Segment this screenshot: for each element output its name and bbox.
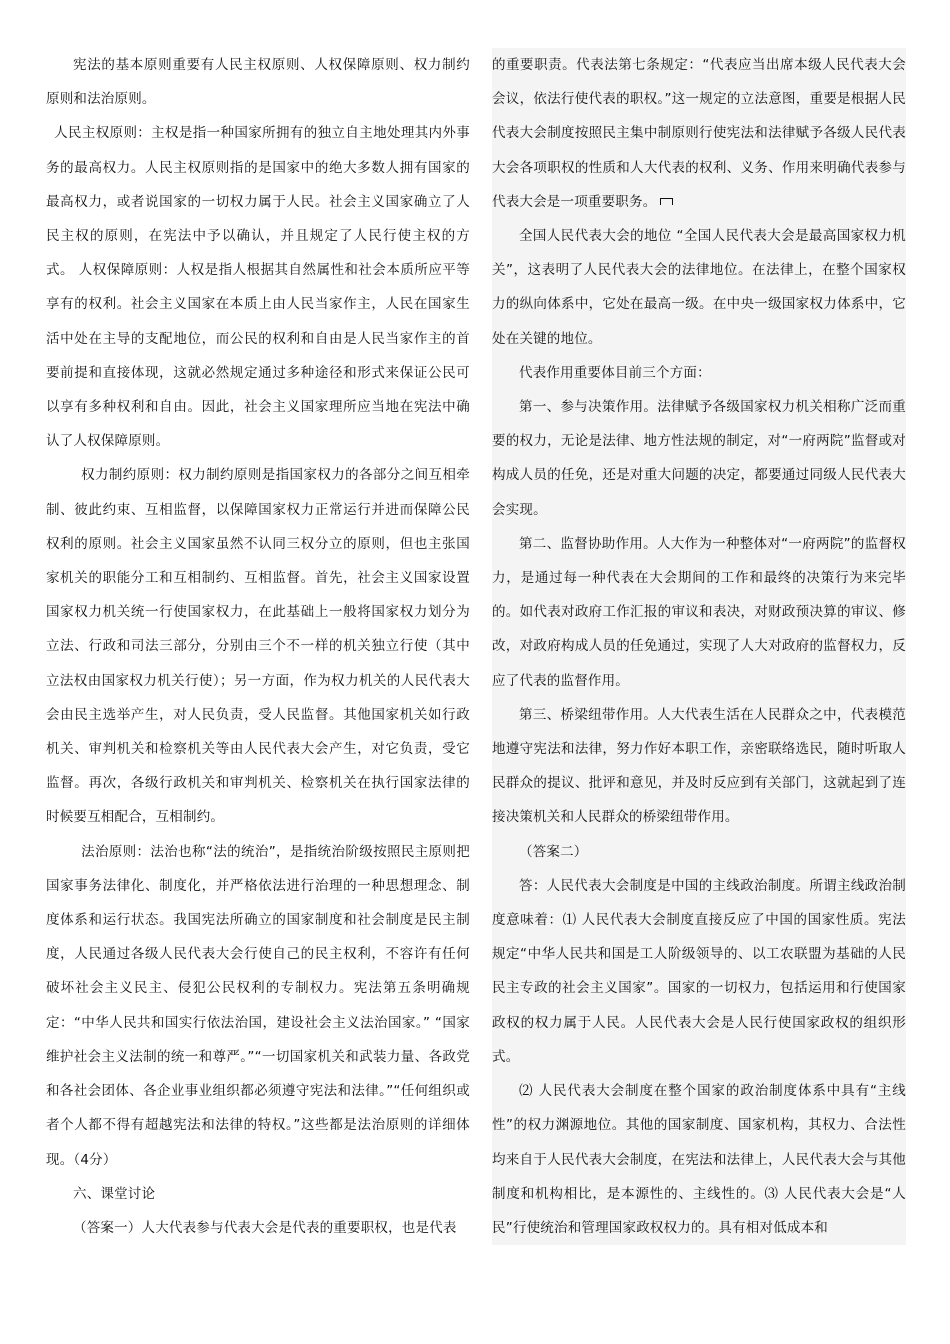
right-column bbox=[492, 48, 906, 1245]
intro-paragraph: 宪法的基本原则重要有人民主权原则、人权保障原则、权力制约原则和法治原则。 bbox=[46, 57, 470, 108]
rule-of-law-paragraph: 法治原则：法治也称“法的统治”，是指统治阶级按照民主原则把国家事务法律化、制度化，并严格依法进行治理的一种思想理念、制度体系和运行状态。我国宪法所确立的国家制度和社会制度是民主制度，人民通过各级人民代表大会行使自己的民主权利，不容许有任何破坏社会主义民主、侵犯公民权利的专制权力。宪法第五条明确规定：“中华人民共和国实行依法治国，建设社会主义法治国家。” “国家维护社会主义法制的统一和尊严。”“一切国家机关和武装力量、各政党和各社会团体、各企业事业组织都必须遵守宪法和法律。”“任何组织或者个人都不得有超越宪法和法律的特权。”这些都是法治原则的详细体现。（4分） bbox=[46, 843, 470, 1168]
answer-two-paragraph: 答：人民代表大会制度是中国的主线政治制度。所谓主线政治制度意味着：⑴ 人民代表大会制度直接反应了中国的国家性质。宪法规定“中华人民共和国是工人阶级领导的、以工农联盟为基础的人民民主专政的社会主义国家”。国家的一切权力，包括运用和行使国家政权的权力属于人民。人民代表大会是人民行使国家政权的组织形式。 bbox=[492, 869, 906, 1074]
role-two-paragraph: 第二、监督协助作用。人大作为一种整体对“一府两院”的监督权力，是通过每一种代表在大会期间的工作和最终的决策行为来完毕的。如代表对政府工作汇报的审议和表决，对财政预决算的审议、修改，对政府构成人员的任免通过，实现了人大对政府的监督权力，反应了代表的监督作用。 bbox=[492, 527, 906, 698]
answer-one-continued-text: 的重要职责。代表法第七条规定：“代表应当出席本级人民代表大会会议，依法行使代表的职权。”这一规定的立法意图，重要是根据人民代表大会制度按照民主集中制原则行使宪法和法律赋予各级人民代表大会各项职权的性质和人大代表的权利、义务、作用来明确代表参与代表大会是一项重要职务。 bbox=[492, 57, 906, 210]
representative-role-intro: 代表作用重要体目前三个方面： bbox=[492, 356, 906, 390]
table-marker-icon bbox=[660, 198, 673, 205]
answer-two-heading: （答案二） bbox=[492, 835, 906, 869]
power-restriction-paragraph: 权力制约原则：权力制约原则是指国家权力的各部分之间互相牵制、彼此约束、互相监督，以保障国家权力正常运行并进而保障公民权利的原则。社会主义国家虽然不认同三权分立的原则，但也主张国家机关的职能分工和互相制约、互相监督。首先，社会主义国家设置国家权力机关统一行使国家权力，在此基础上一般将国家权力划分为立法、行政和司法三部分，分别由三个不一样的机关独立行使（其中立法权由国家权力机关行使）；另一方面，作为权力机关的人民代表大会由民主选举产生，对人民负责，受人民监督。其他国家机关如行政机关、审判机关和检察机关等由人民代表大会产生，对它负责，受它监督。再次，各级行政机关和审判机关、检察机关在执行国家法律的时候要互相配合，互相制约。 bbox=[46, 467, 470, 826]
answer-one-start: （答案一）人大代表参与代表大会是代表的重要职权，也是代表 bbox=[73, 1219, 457, 1236]
role-three-paragraph: 第三、桥梁纽带作用。人大代表生活在人民群众之中，代表模范地遵守宪法和法律，努力作好本职工作，亲密联络选民，随时听取人民群众的提议、批评和意见，并及时反应到有关部门，这就起到了连接决策机关和人民群众的桥梁纽带作用。 bbox=[492, 698, 906, 835]
answer-one-continued bbox=[492, 48, 906, 219]
left-column bbox=[46, 48, 470, 1245]
answer-two-continued: ⑵ 人民代表大会制度在整个国家的政治制度体系中具有“主线性”的权力渊源地位。其他的国家制度、国家机构，其权力、合法性均来自于人民代表大会制度，在宪法和法律上，人民代表大会与其他制度和机构相比，是本源性的、主线性的。⑶ 人民代表大会是“人民”行使统治和管理国家政权权力的。具有相对低成本和 bbox=[492, 1074, 906, 1245]
section-heading: 六、课堂讨论 bbox=[73, 1185, 156, 1202]
role-one-paragraph: 第一、参与决策作用。法律赋予各级国家权力机关相称广泛而重要的权力，无论是法律、地方性法规的制定，对“一府两院”监督或对构成人员的任免，还是对重大问题的决定，都要通过同级人民代表大会实现。 bbox=[492, 390, 906, 527]
npc-status-paragraph: 全国人民代表大会的地位 “全国人民代表大会是最高国家权力机关”，这表明了人民代表大会的法律地位。在法律上，在整个国家权力的纵向体系中，它处在最高一级。在中央一级国家权力体系中，它处在关键的地位。 bbox=[492, 219, 906, 356]
popular-sovereignty-paragraph: 人民主权原则：主权是指一种国家所拥有的独立自主地处理其内外事务的最高权力。人民主权原则指的是国家中的绝大多数人拥有国家的最高权力，或者说国家的一切权力属于人民。社会主义国家确立了人民主权的原则，在宪法中予以确认，并且规定了人民行使主权的方式。 人权保障原则：人权是指人根据其自然属性和社会本质所应平等享有的权利。社会主义国家在本质上由人民当家作主，人民在国家生活中处在主导的支配地位，而公民的权利和自由是人民当家作主的首要前提和直接体现，这就必然规定通过多种途径和形式来保证公民可以享有多种权利和自由。因此，社会主义国家理所应当地在宪法中确认了人权保障原则。 bbox=[46, 125, 470, 450]
